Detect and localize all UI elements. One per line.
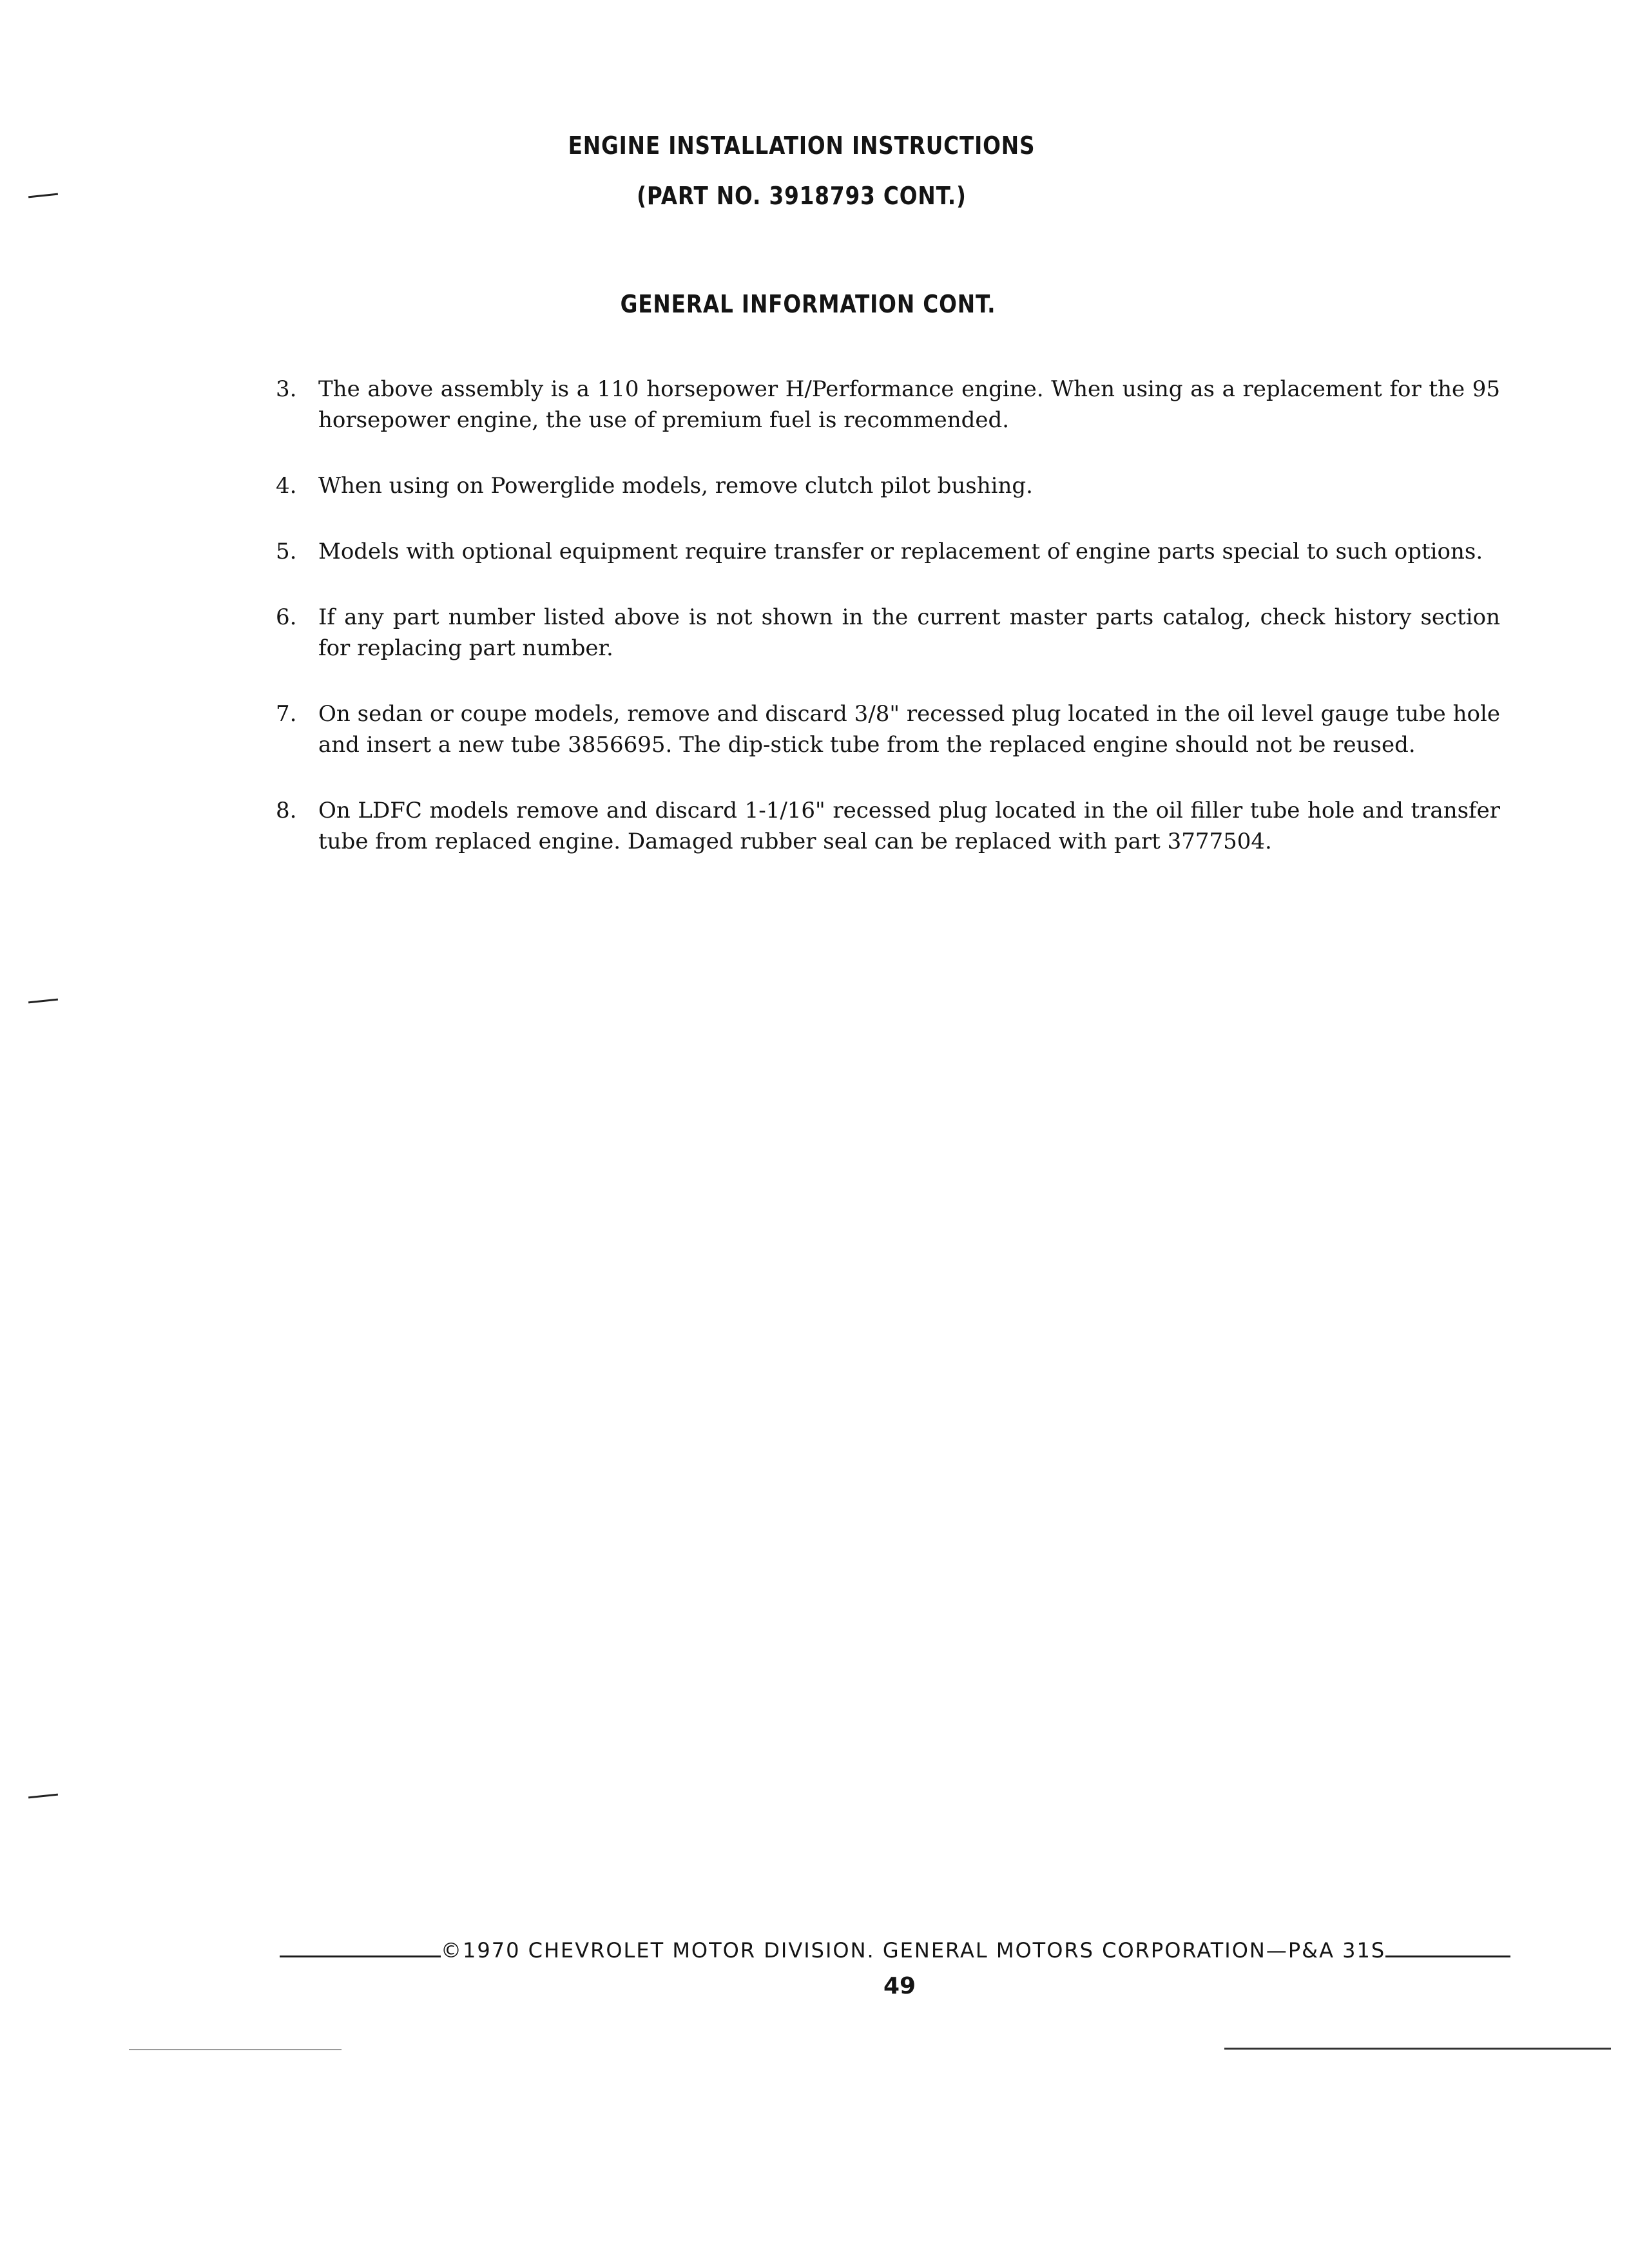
binder-hole-mark-bottom xyxy=(28,1794,58,1799)
item-number: 7. xyxy=(276,701,297,727)
item-number: 4. xyxy=(276,473,297,499)
footer xyxy=(280,1938,1510,1963)
scan-edge-line-left xyxy=(129,2049,342,2050)
item-text: On LDFC models remove and discard 1-1/16" recessed plug located in the oil filler tube hole and transfer tube from replaced engine. Damaged rubber seal can be replaced with part 3777504. xyxy=(318,798,1500,854)
footer-copyright: ©1970 CHEVROLET MOTOR DIVISION. GENERAL MOTORS CORPORATION—P&A 31S xyxy=(441,1938,1386,1963)
footer-rule-right xyxy=(1385,1956,1510,1957)
item-text: If any part number listed above is not shown in the current master parts catalog, check history section for replacing part number. xyxy=(318,604,1500,661)
item-number: 6. xyxy=(276,604,297,630)
page-number: 49 xyxy=(883,1973,916,1999)
footer-rule-left xyxy=(280,1956,441,1957)
list-item xyxy=(276,698,1500,760)
document-title-line-2: (PART NO. 3918793 CONT.) xyxy=(637,182,967,210)
list-item xyxy=(276,602,1500,664)
item-number: 8. xyxy=(276,798,297,823)
item-number: 5. xyxy=(276,539,297,564)
document-title-line-1: ENGINE INSTALLATION INSTRUCTIONS xyxy=(568,131,1036,160)
item-text: The above assembly is a 110 horsepower H/Performance engine. When using as a replacement for the 95 horsepower engine, the use of premium fuel is recommended. xyxy=(318,376,1500,433)
scan-edge-line-right xyxy=(1224,2048,1611,2050)
item-number: 3. xyxy=(276,376,297,402)
list-item xyxy=(276,536,1500,567)
list-item xyxy=(276,795,1500,857)
item-text: Models with optional equipment require transfer or replacement of engine parts special to such options. xyxy=(318,539,1483,564)
item-text: When using on Powerglide models, remove clutch pilot bushing. xyxy=(318,473,1033,499)
binder-hole-mark-middle xyxy=(28,999,58,1004)
instruction-list xyxy=(276,374,1500,857)
item-text: On sedan or coupe models, remove and discard 3/8" recessed plug located in the oil level gauge tube hole and insert a new tube 3856695. The dip-stick tube from the replaced engine should not be reused. xyxy=(318,701,1500,758)
list-item xyxy=(276,470,1500,501)
section-heading: GENERAL INFORMATION CONT. xyxy=(620,290,996,318)
binder-hole-mark-top xyxy=(28,193,58,198)
list-item xyxy=(276,374,1500,436)
